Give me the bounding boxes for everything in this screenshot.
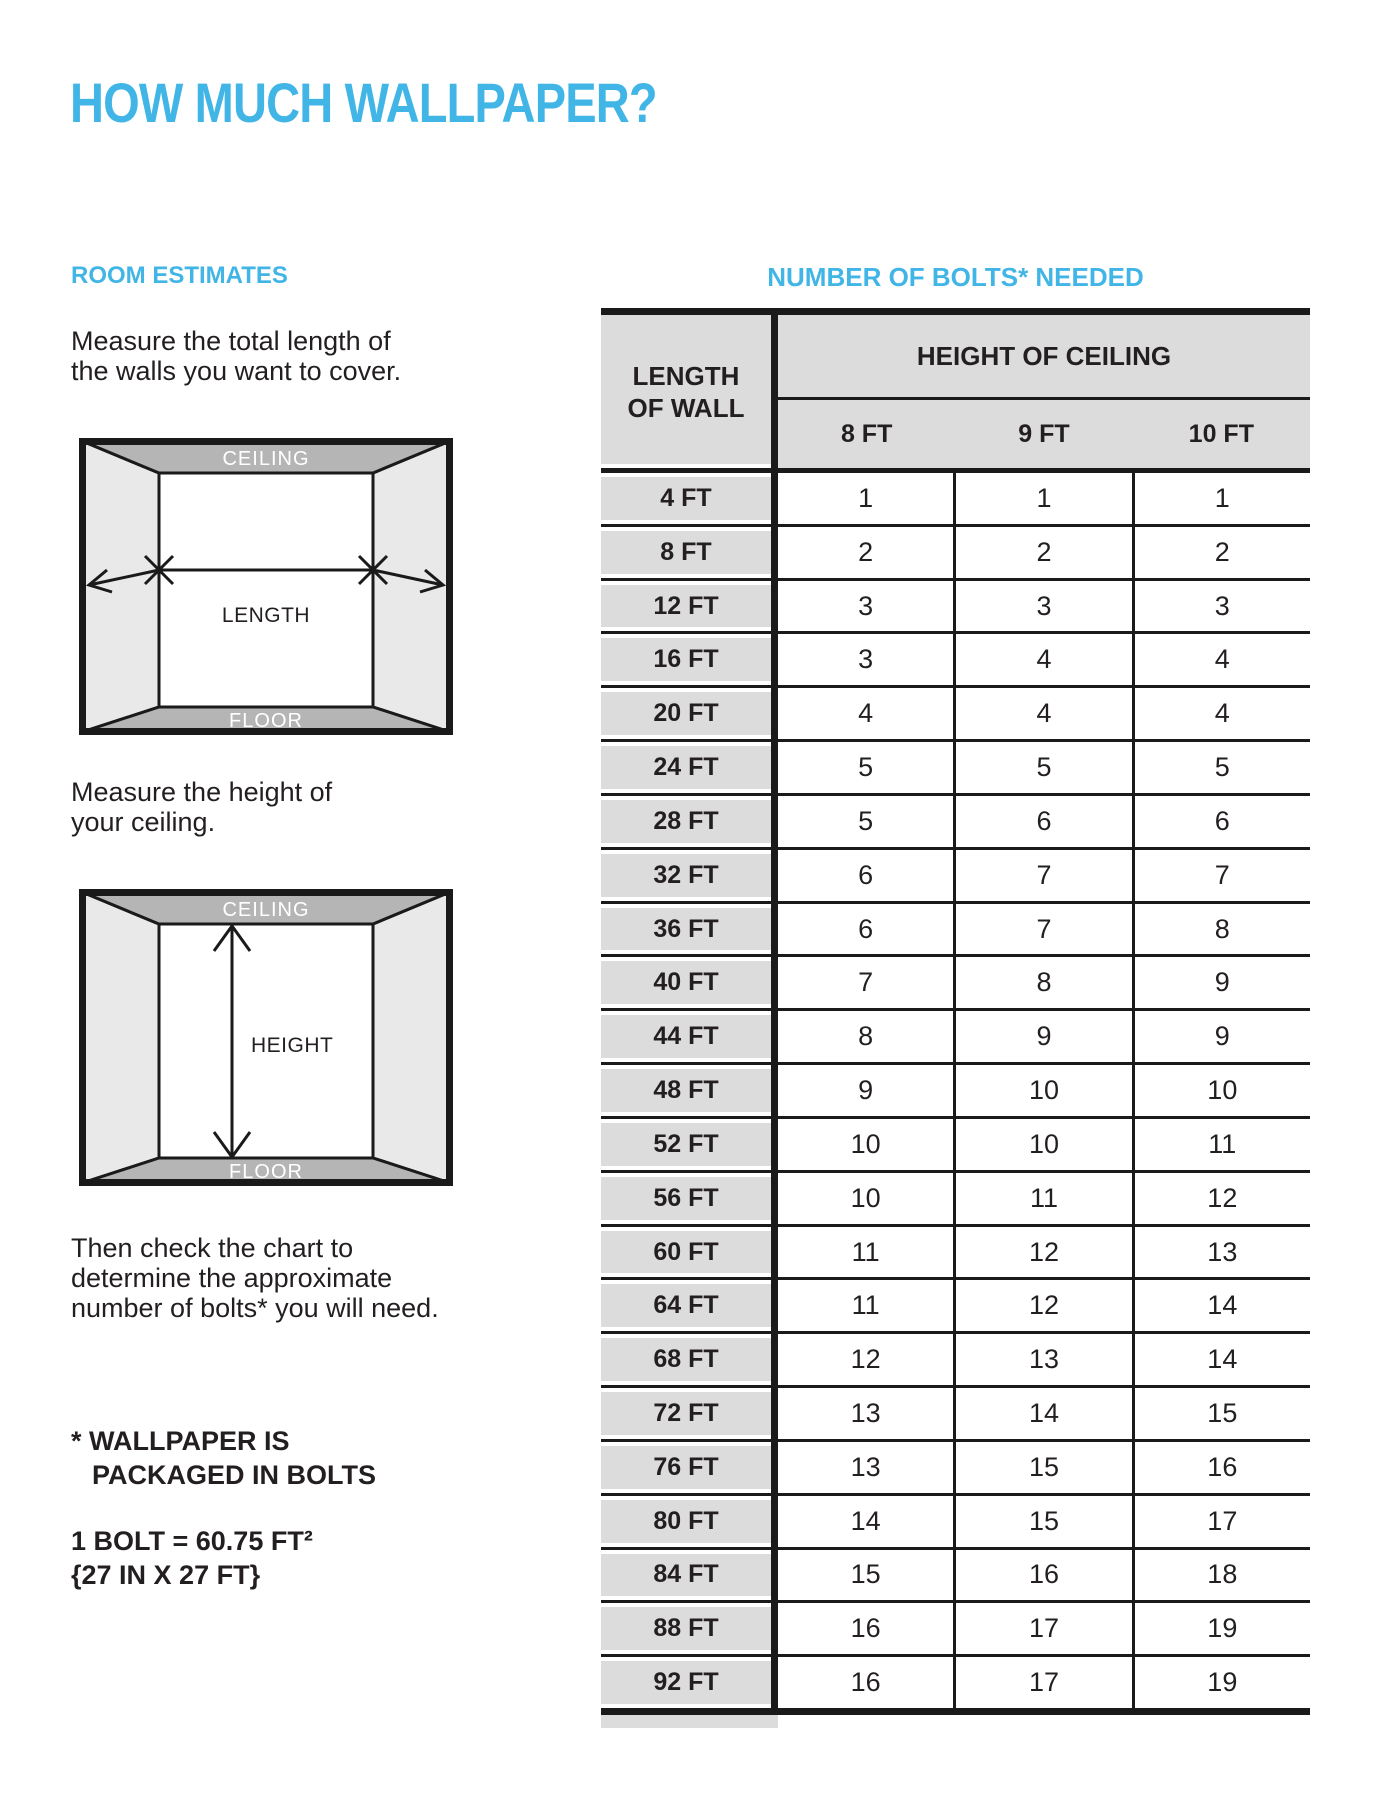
- floor-label: FLOOR: [229, 710, 303, 732]
- row-header-wall-length: 64 FT: [601, 1280, 778, 1331]
- table-row: [601, 1277, 1310, 1331]
- corner-header-line: OF WALL: [627, 392, 745, 423]
- cell-10ft: 14: [1132, 1334, 1310, 1385]
- row-header-wall-length: 60 FT: [601, 1227, 778, 1278]
- row-header-wall-length: 56 FT: [601, 1173, 778, 1224]
- height-label: HEIGHT: [251, 1034, 334, 1057]
- row-header-wall-length: 40 FT: [601, 957, 778, 1008]
- cell-8ft: 5: [778, 742, 953, 793]
- table-header: [601, 315, 1310, 473]
- row-header-wall-length: 16 FT: [601, 634, 778, 685]
- cell-9ft: 9: [953, 1011, 1131, 1062]
- table-row: [601, 1654, 1310, 1708]
- cell-8ft: 6: [778, 904, 953, 955]
- instruction-line: Measure the total length of: [71, 326, 391, 356]
- cell-10ft: 15: [1132, 1388, 1310, 1439]
- row-header-wall-length: 52 FT: [601, 1119, 778, 1170]
- table-row: [601, 901, 1310, 955]
- cell-10ft: 13: [1132, 1227, 1310, 1278]
- cell-10ft: 4: [1132, 688, 1310, 739]
- cell-8ft: 8: [778, 1011, 953, 1062]
- table-row: [601, 847, 1310, 901]
- ceiling-label: CEILING: [222, 899, 310, 921]
- cell-9ft: 7: [953, 904, 1131, 955]
- cell-8ft: 1: [778, 473, 953, 524]
- cell-10ft: 9: [1132, 957, 1310, 1008]
- table-row: [601, 793, 1310, 847]
- left-wall-shape: [82, 892, 159, 1183]
- row-header-wall-length: 92 FT: [601, 1657, 778, 1708]
- cell-9ft: 2: [953, 527, 1131, 578]
- cell-8ft: 13: [778, 1442, 953, 1493]
- cell-10ft: 12: [1132, 1173, 1310, 1224]
- bolt-spec-line: 1 BOLT = 60.75 FT²: [71, 1526, 313, 1556]
- cell-9ft: 12: [953, 1227, 1131, 1278]
- bolt-size-spec: [71, 1524, 313, 1592]
- row-header-wall-length: 4 FT: [601, 473, 778, 524]
- cell-10ft: 16: [1132, 1442, 1310, 1493]
- table-row: [601, 1116, 1310, 1170]
- bolt-spec-line: {27 IN X 27 FT}: [71, 1560, 261, 1590]
- cell-8ft: 16: [778, 1603, 953, 1654]
- instruction-line: Then check the chart to: [71, 1233, 354, 1263]
- cell-9ft: 10: [953, 1119, 1131, 1170]
- row-header-wall-length: 24 FT: [601, 742, 778, 793]
- cell-10ft: 18: [1132, 1550, 1310, 1601]
- cell-9ft: 4: [953, 688, 1131, 739]
- table-row: [601, 739, 1310, 793]
- section-heading-bolts-needed: NUMBER OF BOLTS* NEEDED: [767, 262, 1144, 292]
- instruction-step-3: [71, 1233, 439, 1323]
- table-row: [601, 1170, 1310, 1224]
- col-header-8ft: 8 FT: [840, 419, 893, 448]
- row-header-wall-length: 12 FT: [601, 581, 778, 632]
- cell-10ft: 1: [1132, 473, 1310, 524]
- cell-9ft: 17: [953, 1603, 1131, 1654]
- cell-8ft: 10: [778, 1173, 953, 1224]
- instruction-step-2: [71, 777, 332, 837]
- cell-9ft: 6: [953, 796, 1131, 847]
- room-height-diagram: [79, 889, 453, 1186]
- col-group-header-height-of-ceiling: HEIGHT OF CEILING: [778, 315, 1310, 400]
- table-row: [601, 524, 1310, 578]
- cell-10ft: 6: [1132, 796, 1310, 847]
- cell-9ft: 8: [953, 957, 1131, 1008]
- cell-10ft: 5: [1132, 742, 1310, 793]
- cell-8ft: 5: [778, 796, 953, 847]
- cell-9ft: 7: [953, 850, 1131, 901]
- cell-8ft: 9: [778, 1065, 953, 1116]
- cell-8ft: 11: [778, 1280, 953, 1331]
- row-header-wall-length: 72 FT: [601, 1388, 778, 1439]
- footnote-line: * WALLPAPER IS: [71, 1426, 290, 1456]
- instruction-line: Measure the height of: [71, 777, 333, 807]
- column-headers-row: [778, 400, 1310, 468]
- cell-10ft: 4: [1132, 634, 1310, 685]
- row-header-wall-length: 84 FT: [601, 1550, 778, 1601]
- cell-8ft: 3: [778, 634, 953, 685]
- table-footer-stub: [601, 1715, 778, 1728]
- row-header-wall-length: 36 FT: [601, 904, 778, 955]
- cell-9ft: 4: [953, 634, 1131, 685]
- cell-8ft: 16: [778, 1657, 953, 1708]
- cell-10ft: 19: [1132, 1657, 1310, 1708]
- cell-8ft: 15: [778, 1550, 953, 1601]
- cell-9ft: 17: [953, 1657, 1131, 1708]
- row-header-wall-length: 28 FT: [601, 796, 778, 847]
- cell-9ft: 15: [953, 1496, 1131, 1547]
- page-title: HOW MUCH WALLPAPER?: [70, 71, 657, 134]
- row-header-wall-length: 48 FT: [601, 1065, 778, 1116]
- table-body: [601, 473, 1310, 1708]
- cell-8ft: 12: [778, 1334, 953, 1385]
- table-row: [601, 1493, 1310, 1547]
- corner-header-line: LENGTH: [632, 360, 740, 391]
- cell-8ft: 13: [778, 1388, 953, 1439]
- bolts-table: [601, 308, 1310, 1715]
- corner-header-length-of-wall: [601, 315, 778, 468]
- table-row: [601, 631, 1310, 685]
- cell-10ft: 11: [1132, 1119, 1310, 1170]
- length-label: LENGTH: [221, 604, 311, 627]
- floor-label: FLOOR: [229, 1161, 303, 1183]
- cell-10ft: 14: [1132, 1280, 1310, 1331]
- ceiling-label: CEILING: [222, 448, 310, 470]
- cell-10ft: 3: [1132, 581, 1310, 632]
- row-header-wall-length: 44 FT: [601, 1011, 778, 1062]
- cell-9ft: 14: [953, 1388, 1131, 1439]
- cell-9ft: 11: [953, 1173, 1131, 1224]
- instruction-line: number of bolts* you will need.: [71, 1293, 439, 1323]
- cell-9ft: 16: [953, 1550, 1131, 1601]
- cell-8ft: 2: [778, 527, 953, 578]
- cell-8ft: 6: [778, 850, 953, 901]
- cell-10ft: 19: [1132, 1603, 1310, 1654]
- instruction-line: determine the approximate: [71, 1263, 393, 1293]
- table-row: [601, 954, 1310, 1008]
- row-header-wall-length: 88 FT: [601, 1603, 778, 1654]
- footnote-line: PACKAGED IN BOLTS: [92, 1460, 377, 1490]
- cell-8ft: 14: [778, 1496, 953, 1547]
- row-header-wall-length: 8 FT: [601, 527, 778, 578]
- cell-9ft: 1: [953, 473, 1131, 524]
- row-header-wall-length: 68 FT: [601, 1334, 778, 1385]
- instruction-step-1: [71, 326, 401, 386]
- table-row: [601, 1008, 1310, 1062]
- cell-8ft: 7: [778, 957, 953, 1008]
- back-wall-shape: [159, 473, 373, 707]
- table-row: [601, 1439, 1310, 1493]
- table-row: [601, 473, 1310, 524]
- room-length-diagram: [79, 438, 453, 735]
- row-header-wall-length: 32 FT: [601, 850, 778, 901]
- cell-10ft: 8: [1132, 904, 1310, 955]
- cell-8ft: 11: [778, 1227, 953, 1278]
- cell-9ft: 5: [953, 742, 1131, 793]
- cell-10ft: 7: [1132, 850, 1310, 901]
- table-row: [601, 1385, 1310, 1439]
- cell-9ft: 12: [953, 1280, 1131, 1331]
- wallpaper-bolts-footnote: [71, 1424, 376, 1492]
- cell-8ft: 3: [778, 581, 953, 632]
- instruction-line: your ceiling.: [71, 807, 216, 837]
- cell-9ft: 15: [953, 1442, 1131, 1493]
- table-row: [601, 1331, 1310, 1385]
- table-row: [601, 1547, 1310, 1601]
- cell-10ft: 17: [1132, 1496, 1310, 1547]
- table-row: [601, 1062, 1310, 1116]
- ceiling-height-header-group: [778, 315, 1310, 468]
- instruction-line: the walls you want to cover.: [71, 356, 402, 386]
- row-header-wall-length: 20 FT: [601, 688, 778, 739]
- table-row: [601, 1600, 1310, 1654]
- cell-9ft: 3: [953, 581, 1131, 632]
- cell-8ft: 10: [778, 1119, 953, 1170]
- table-row: [601, 578, 1310, 632]
- table-row: [601, 1224, 1310, 1278]
- row-header-wall-length: 76 FT: [601, 1442, 778, 1493]
- section-heading-room-estimates: ROOM ESTIMATES: [71, 262, 288, 289]
- cell-10ft: 9: [1132, 1011, 1310, 1062]
- cell-10ft: 2: [1132, 527, 1310, 578]
- table-row: [601, 685, 1310, 739]
- col-header-9ft: 9 FT: [1018, 419, 1070, 448]
- col-header-10ft: 10 FT: [1188, 419, 1254, 448]
- row-header-wall-length: 80 FT: [601, 1496, 778, 1547]
- cell-9ft: 10: [953, 1065, 1131, 1116]
- cell-8ft: 4: [778, 688, 953, 739]
- right-wall-shape: [373, 892, 450, 1183]
- cell-9ft: 13: [953, 1334, 1131, 1385]
- cell-10ft: 10: [1132, 1065, 1310, 1116]
